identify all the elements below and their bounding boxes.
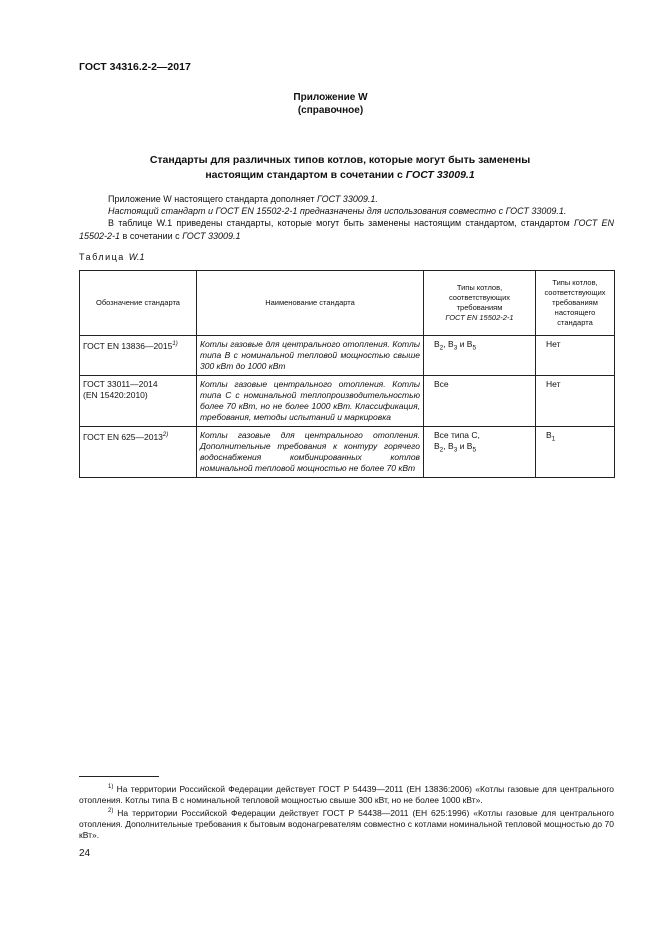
paragraph-3-mid: в сочетании с [120,230,183,241]
table-caption-label: Таблица [79,252,129,262]
row-2-code-line2: (EN 15420:2010) [83,390,148,400]
paragraph-3-ref-1: ГОСТ EN 15502-2-1 [79,218,614,241]
footnote-2-text: На территории Российской Федерации действует ГОСТ Р 54438—2011 (ЕН 625:1996) «Котлы газовые для центрального отопления. Дополнительные требования к бытовым водонагревателям совместно с котлами номинальной тепловой мощностью до 70 кВт». [79,807,614,840]
header-types-15502 [424,271,536,336]
row-3-this-std: $B_1$ [536,427,615,478]
table-row [80,336,615,376]
document-code-header: ГОСТ 34316.2-2—2017 [79,61,191,73]
row-3-types [424,427,536,478]
table-row [80,427,615,478]
table-header-row [80,271,615,336]
heading-line-2-ref: ГОСТ 33009.1 [405,169,475,181]
row-2-code-text: ГОСТ 33011—2014 [83,379,158,389]
footnote-2 [79,806,614,841]
row-3-code-note: 2) [162,432,169,438]
row-3-types-list: $B_2$, $B_3$ и $B_5$ [434,441,477,454]
row-3-code [80,427,197,478]
footnote-1-mark: 1) [108,784,114,790]
heading-line-2 [100,168,580,183]
annex-title: Приложение W [293,92,368,103]
heading-line-2-text: настоящим стандартом в сочетании с [205,169,406,181]
header-types-15502-ref: ГОСТ EN 15502-2-1 [445,313,514,322]
footnote-separator [79,776,159,777]
paragraph-2: Настоящий стандарт и ГОСТ EN 15502-2-1 предназначены для использования совместно с ГОСТ 33009.1. [108,206,567,216]
row-3-types-prefix: Все типа С, [434,430,480,440]
paragraph-1-text: Приложение W настоящего стандарта дополняет [108,194,318,204]
paragraph-3-ref-2: ГОСТ 33009.1 [182,230,241,241]
table-caption [79,252,144,262]
table-row [80,376,615,427]
paragraph-3 [79,217,614,242]
heading-line-1: Стандарты для различных типов котлов, которые могут быть заменены [149,154,531,166]
row-1-code-note: 1) [172,341,178,347]
footnote-1-text: На территории Российской Федерации действует ГОСТ Р 54439—2011 (ЕН 13836:2006) «Котлы газовые для центрального отопления. Котлы типа В с номинальной тепловой мощностью свыше 300 кВт, но не более 1000 кВт». [79,783,614,805]
row-1-types: $B_2$, $B_3$ и $B_5$ [424,336,536,376]
annex-subtitle: (справочное) [297,105,364,116]
paragraph-3-text: В таблице W.1 приведены стандарты, которые могут быть заменены настоящим стандартом, стандартом [108,218,574,228]
footnote-1 [79,782,614,806]
paragraph-1-ref: ГОСТ 33009.1. [317,194,378,204]
standards-table [79,270,615,478]
paragraph-1 [79,193,614,206]
header-types-this: Типы котлов, соответствующих требованиям настоящего стандарта [536,271,615,336]
row-2-this-std: Нет [536,376,615,427]
row-3-code-text: ГОСТ EN 625—2013 [83,431,163,442]
row-2-name: Котлы газовые центрального отопления. Котлы типа С с номинальной теплопроизводительностью более 70 кВт, но не более 1000 кВт. Классификация, требования, методы испытаний и маркировка [197,376,424,427]
footnote-2-mark: 2) [108,808,114,814]
row-1-name: Котлы газовые для центрального отопления. Котлы типа В с номинальной тепловой мощностью свыше 300 кВт до 1000 кВт [197,336,424,376]
page-number: 24 [79,848,91,859]
row-1-code [80,336,197,376]
table-caption-number: W.1 [128,252,145,262]
header-name: Наименование стандарта [197,271,424,336]
row-2-code [80,376,197,427]
row-1-code-text: ГОСТ EN 13836—2015 [83,340,173,351]
header-types-15502-text: Типы котлов, соответствующих требованиям [448,283,511,312]
annex-heading [100,153,580,183]
header-designation: Обозначение стандарта [80,271,197,336]
row-1-this-std: Нет [536,336,615,376]
row-2-types: Все [424,376,536,427]
row-3-name: Котлы газовые для центрального отопления. Дополнительные требования к контуру горячего водоснабжения комбинированных котлов номинальной тепловой мощностью не более 70 кВт [197,427,424,478]
